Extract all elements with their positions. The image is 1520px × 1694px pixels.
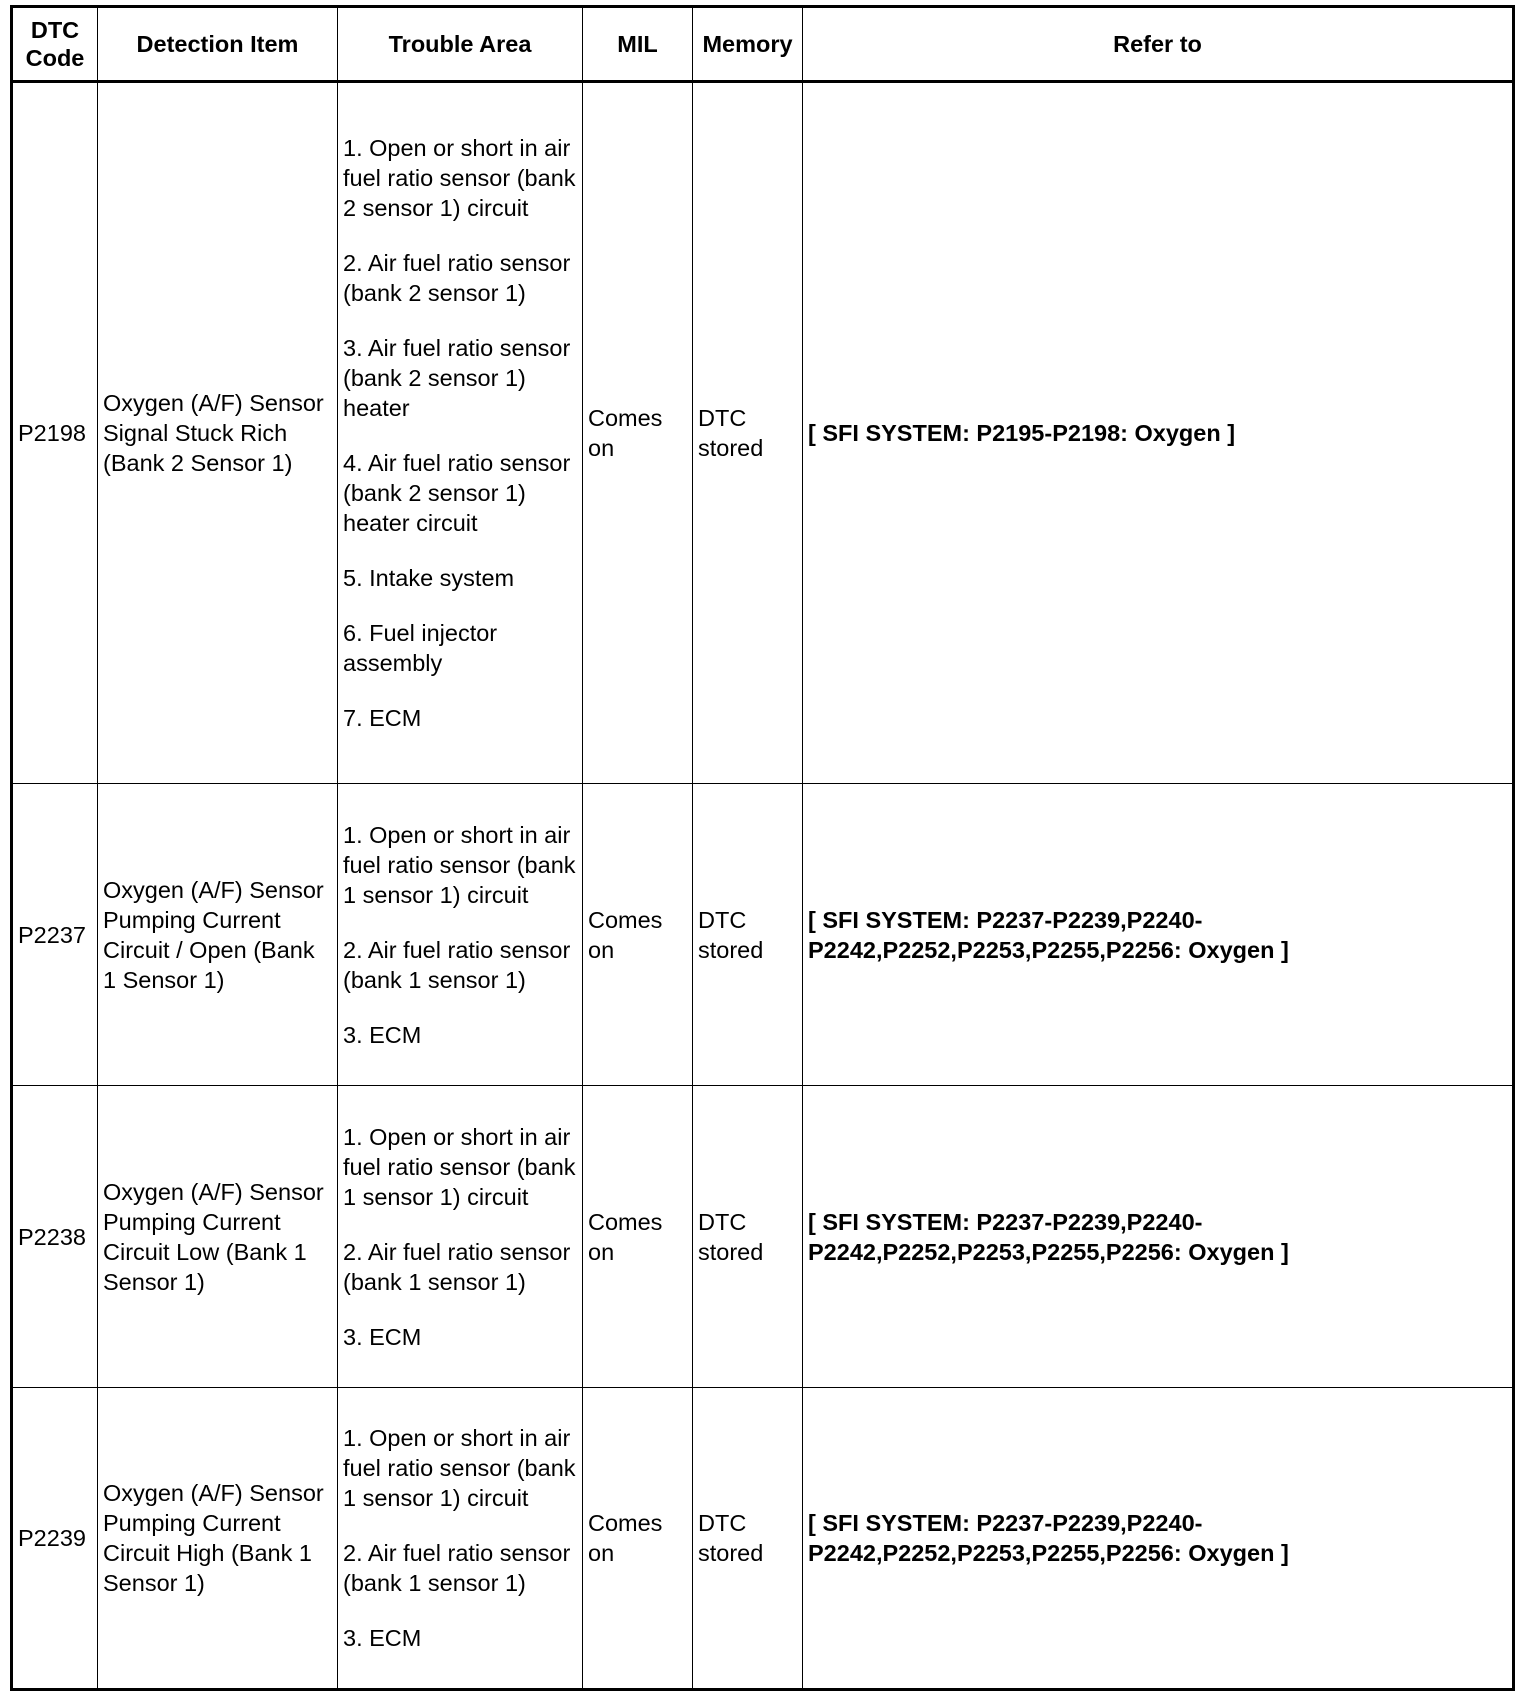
trouble-area-item: 1. Open or short in air fuel ratio sensor (bank 1 sensor 1) circuit	[343, 1425, 576, 1511]
refer-to-link[interactable]: [ SFI SYSTEM: P2237-P2239,P2240-P2242,P2252,P2253,P2255,P2256: Oxygen ]	[803, 1388, 1514, 1690]
trouble-area-item: 4. Air fuel ratio sensor (bank 2 sensor 1) heater circuit	[343, 450, 571, 536]
table-row	[12, 784, 1514, 1086]
trouble-area-item: 3. ECM	[343, 1323, 422, 1350]
detection-item-cell: Oxygen (A/F) Sensor Pumping Current Circuit / Open (Bank 1 Sensor 1)	[98, 784, 338, 1086]
mil-cell: Comes on	[583, 1086, 693, 1388]
table-row	[12, 1388, 1514, 1690]
header-detection-item: Detection Item	[98, 7, 338, 82]
memory-cell: DTC stored	[693, 82, 803, 784]
header-trouble-area: Trouble Area	[338, 7, 583, 82]
dtc-code-cell: P2239	[12, 1388, 98, 1690]
header-memory: Memory	[693, 7, 803, 82]
trouble-area-item: 1. Open or short in air fuel ratio sensor (bank 1 sensor 1) circuit	[343, 1123, 576, 1210]
header-mil: MIL	[583, 7, 693, 82]
trouble-area-item: 2. Air fuel ratio sensor (bank 2 sensor 1)	[343, 250, 571, 306]
memory-cell: DTC stored	[693, 784, 803, 1086]
detection-item-cell: Oxygen (A/F) Sensor Pumping Current Circuit High (Bank 1 Sensor 1)	[98, 1388, 338, 1690]
dtc-code-cell: P2238	[12, 1086, 98, 1388]
mil-cell: Comes on	[583, 82, 693, 784]
table-row	[12, 1086, 1514, 1388]
dtc-code-cell: P2198	[12, 82, 98, 784]
header-dtc-code: DTC Code	[12, 7, 98, 82]
trouble-area-cell	[338, 1086, 583, 1388]
detection-item-cell: Oxygen (A/F) Sensor Pumping Current Circuit Low (Bank 1 Sensor 1)	[98, 1086, 338, 1388]
refer-to-link[interactable]: [ SFI SYSTEM: P2195-P2198: Oxygen ]	[803, 82, 1514, 784]
memory-cell: DTC stored	[693, 1086, 803, 1388]
mil-cell: Comes on	[583, 784, 693, 1086]
trouble-area-item: 1. Open or short in air fuel ratio sensor (bank 1 sensor 1) circuit	[343, 821, 576, 908]
refer-to-link[interactable]: [ SFI SYSTEM: P2237-P2239,P2240-P2242,P2252,P2253,P2255,P2256: Oxygen ]	[803, 1086, 1514, 1388]
trouble-area-item: 2. Air fuel ratio sensor (bank 1 sensor 1)	[343, 1540, 571, 1596]
trouble-area-item: 1. Open or short in air fuel ratio sensor (bank 2 sensor 1) circuit	[343, 135, 576, 221]
trouble-area-item: 2. Air fuel ratio sensor (bank 1 sensor 1)	[343, 1238, 571, 1295]
trouble-area-item: 2. Air fuel ratio sensor (bank 1 sensor 1)	[343, 936, 571, 993]
dtc-table	[10, 5, 1515, 1691]
trouble-area-item: 3. ECM	[343, 1021, 422, 1048]
trouble-area-cell	[338, 784, 583, 1086]
memory-cell: DTC stored	[693, 1388, 803, 1690]
trouble-area-item: 3. ECM	[343, 1625, 422, 1651]
trouble-area-cell	[338, 1388, 583, 1690]
header-row	[12, 7, 1514, 82]
table-row	[12, 82, 1514, 784]
trouble-area-item: 7. ECM	[343, 705, 422, 731]
refer-to-link[interactable]: [ SFI SYSTEM: P2237-P2239,P2240-P2242,P2252,P2253,P2255,P2256: Oxygen ]	[803, 784, 1514, 1086]
mil-cell: Comes on	[583, 1388, 693, 1690]
detection-item-cell: Oxygen (A/F) Sensor Signal Stuck Rich (Bank 2 Sensor 1)	[98, 82, 338, 784]
trouble-area-cell	[338, 82, 583, 784]
trouble-area-item: 6. Fuel injector assembly	[343, 620, 498, 676]
dtc-code-cell: P2237	[12, 784, 98, 1086]
header-refer-to: Refer to	[803, 7, 1514, 82]
trouble-area-item: 5. Intake system	[343, 565, 515, 591]
trouble-area-item: 3. Air fuel ratio sensor (bank 2 sensor 1) heater	[343, 335, 571, 421]
